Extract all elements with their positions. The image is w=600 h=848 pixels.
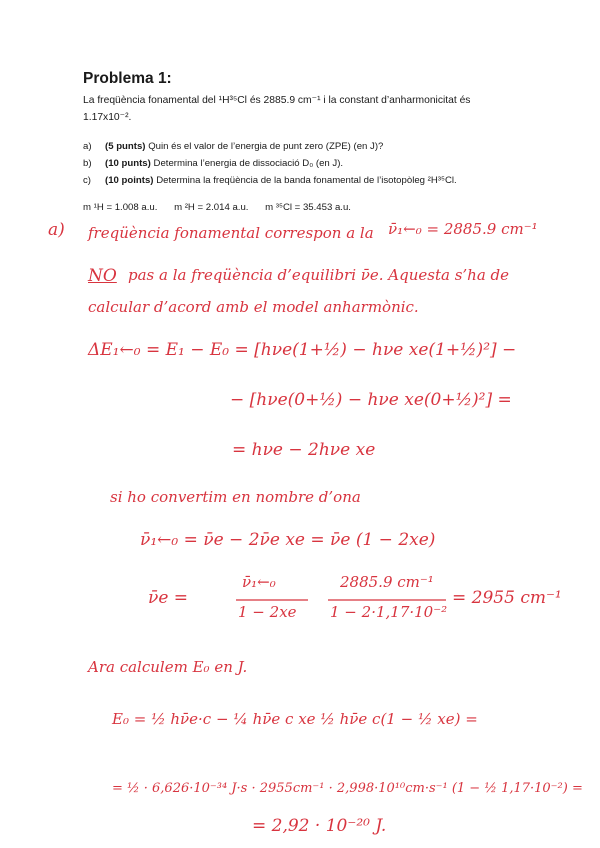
question-c <box>83 172 553 189</box>
hw-equation-5-lhs: ν̄e = <box>148 588 189 608</box>
mass-h1: m ¹H = 1.008 a.u. <box>83 202 158 213</box>
question-text: Determina la freqüència de la banda fonamental de l’isotopòleg ²H³⁵Cl. <box>156 175 457 186</box>
hw-fraction-1-denominator: 1 − 2xe <box>238 603 297 621</box>
hw-line-5: Ara calculem E₀ en J. <box>88 658 248 676</box>
mass-cl35: m ³⁵Cl = 35.453 a.u. <box>265 202 351 213</box>
question-text: Quin és el valor de l’energia de punt zero (ZPE) (en J)? <box>148 141 384 152</box>
hw-equation-2: − [hνe(0+½) − hνe xe(0+½)²] = <box>230 390 512 410</box>
question-letter: a) <box>83 141 92 152</box>
statement-line-1: La freqüència fonamental del ¹H³⁵Cl és 2885.9 cm⁻¹ i la constant d’anharmonicitat és <box>83 95 471 106</box>
hw-line-1: freqüència fonamental correspon a la <box>88 224 374 242</box>
hw-no-emphasis: NO <box>88 266 117 286</box>
hw-equation-8: = 2,92 · 10⁻²⁰ J. <box>252 816 387 836</box>
question-b <box>83 155 553 172</box>
hw-fraction-2-numerator: 2885.9 cm⁻¹ <box>340 573 434 591</box>
hw-equation-5-result: = 2955 cm⁻¹ <box>452 588 562 608</box>
question-a <box>83 138 553 155</box>
hw-line-3: calcular d’acord amb el model anharmònic. <box>88 298 419 316</box>
hw-part-label: a) <box>48 220 65 240</box>
hw-line-4: si ho convertim en nombre d’ona <box>110 488 361 506</box>
hw-line-1-equation: ν̄₁←₀ = 2885.9 cm⁻¹ <box>388 220 538 238</box>
problem-statement <box>83 70 553 215</box>
question-letter: c) <box>83 175 91 186</box>
hw-equation-7: = ½ · 6,626·10⁻³⁴ J·s · 2955cm⁻¹ · 2,998·10¹⁰cm·s⁻¹ (1 − ½ 1,17·10⁻²) = <box>112 781 583 796</box>
atomic-masses <box>83 201 553 215</box>
hw-fraction-2-denominator: 1 − 2·1,17·10⁻² <box>330 603 448 621</box>
problem-title: Problema 1: <box>83 70 172 87</box>
statement-line-2: 1.17x10⁻². <box>83 112 132 123</box>
hw-equation-4: ν̄₁←₀ = ν̄e − 2ν̄e xe = ν̄e (1 − 2xe) <box>140 530 436 550</box>
hw-line-2: pas a la freqüència d’equilibri ν̄e. Aquesta s’ha de <box>128 266 510 284</box>
hw-fraction-1-numerator: ν̄₁←₀ <box>242 573 276 591</box>
question-text: Determina l’energia de dissociació D₀ (en J). <box>153 158 344 169</box>
question-list <box>83 138 553 189</box>
hw-equation-1: ΔE₁←₀ = E₁ − E₀ = [hνe(1+½) − hνe xe(1+½)²] − <box>88 340 517 360</box>
question-points: (10 points) <box>105 175 154 186</box>
question-points: (10 punts) <box>105 158 151 169</box>
hw-equation-6: E₀ = ½ hν̄e·c − ¼ hν̄e c xe ½ hν̄e c(1 − ½ xe) = <box>112 710 478 728</box>
question-letter: b) <box>83 158 92 169</box>
hw-equation-3: = hνe − 2hνe xe <box>232 440 376 460</box>
mass-h2: m ²H = 2.014 a.u. <box>174 202 249 213</box>
question-points: (5 punts) <box>105 141 146 152</box>
